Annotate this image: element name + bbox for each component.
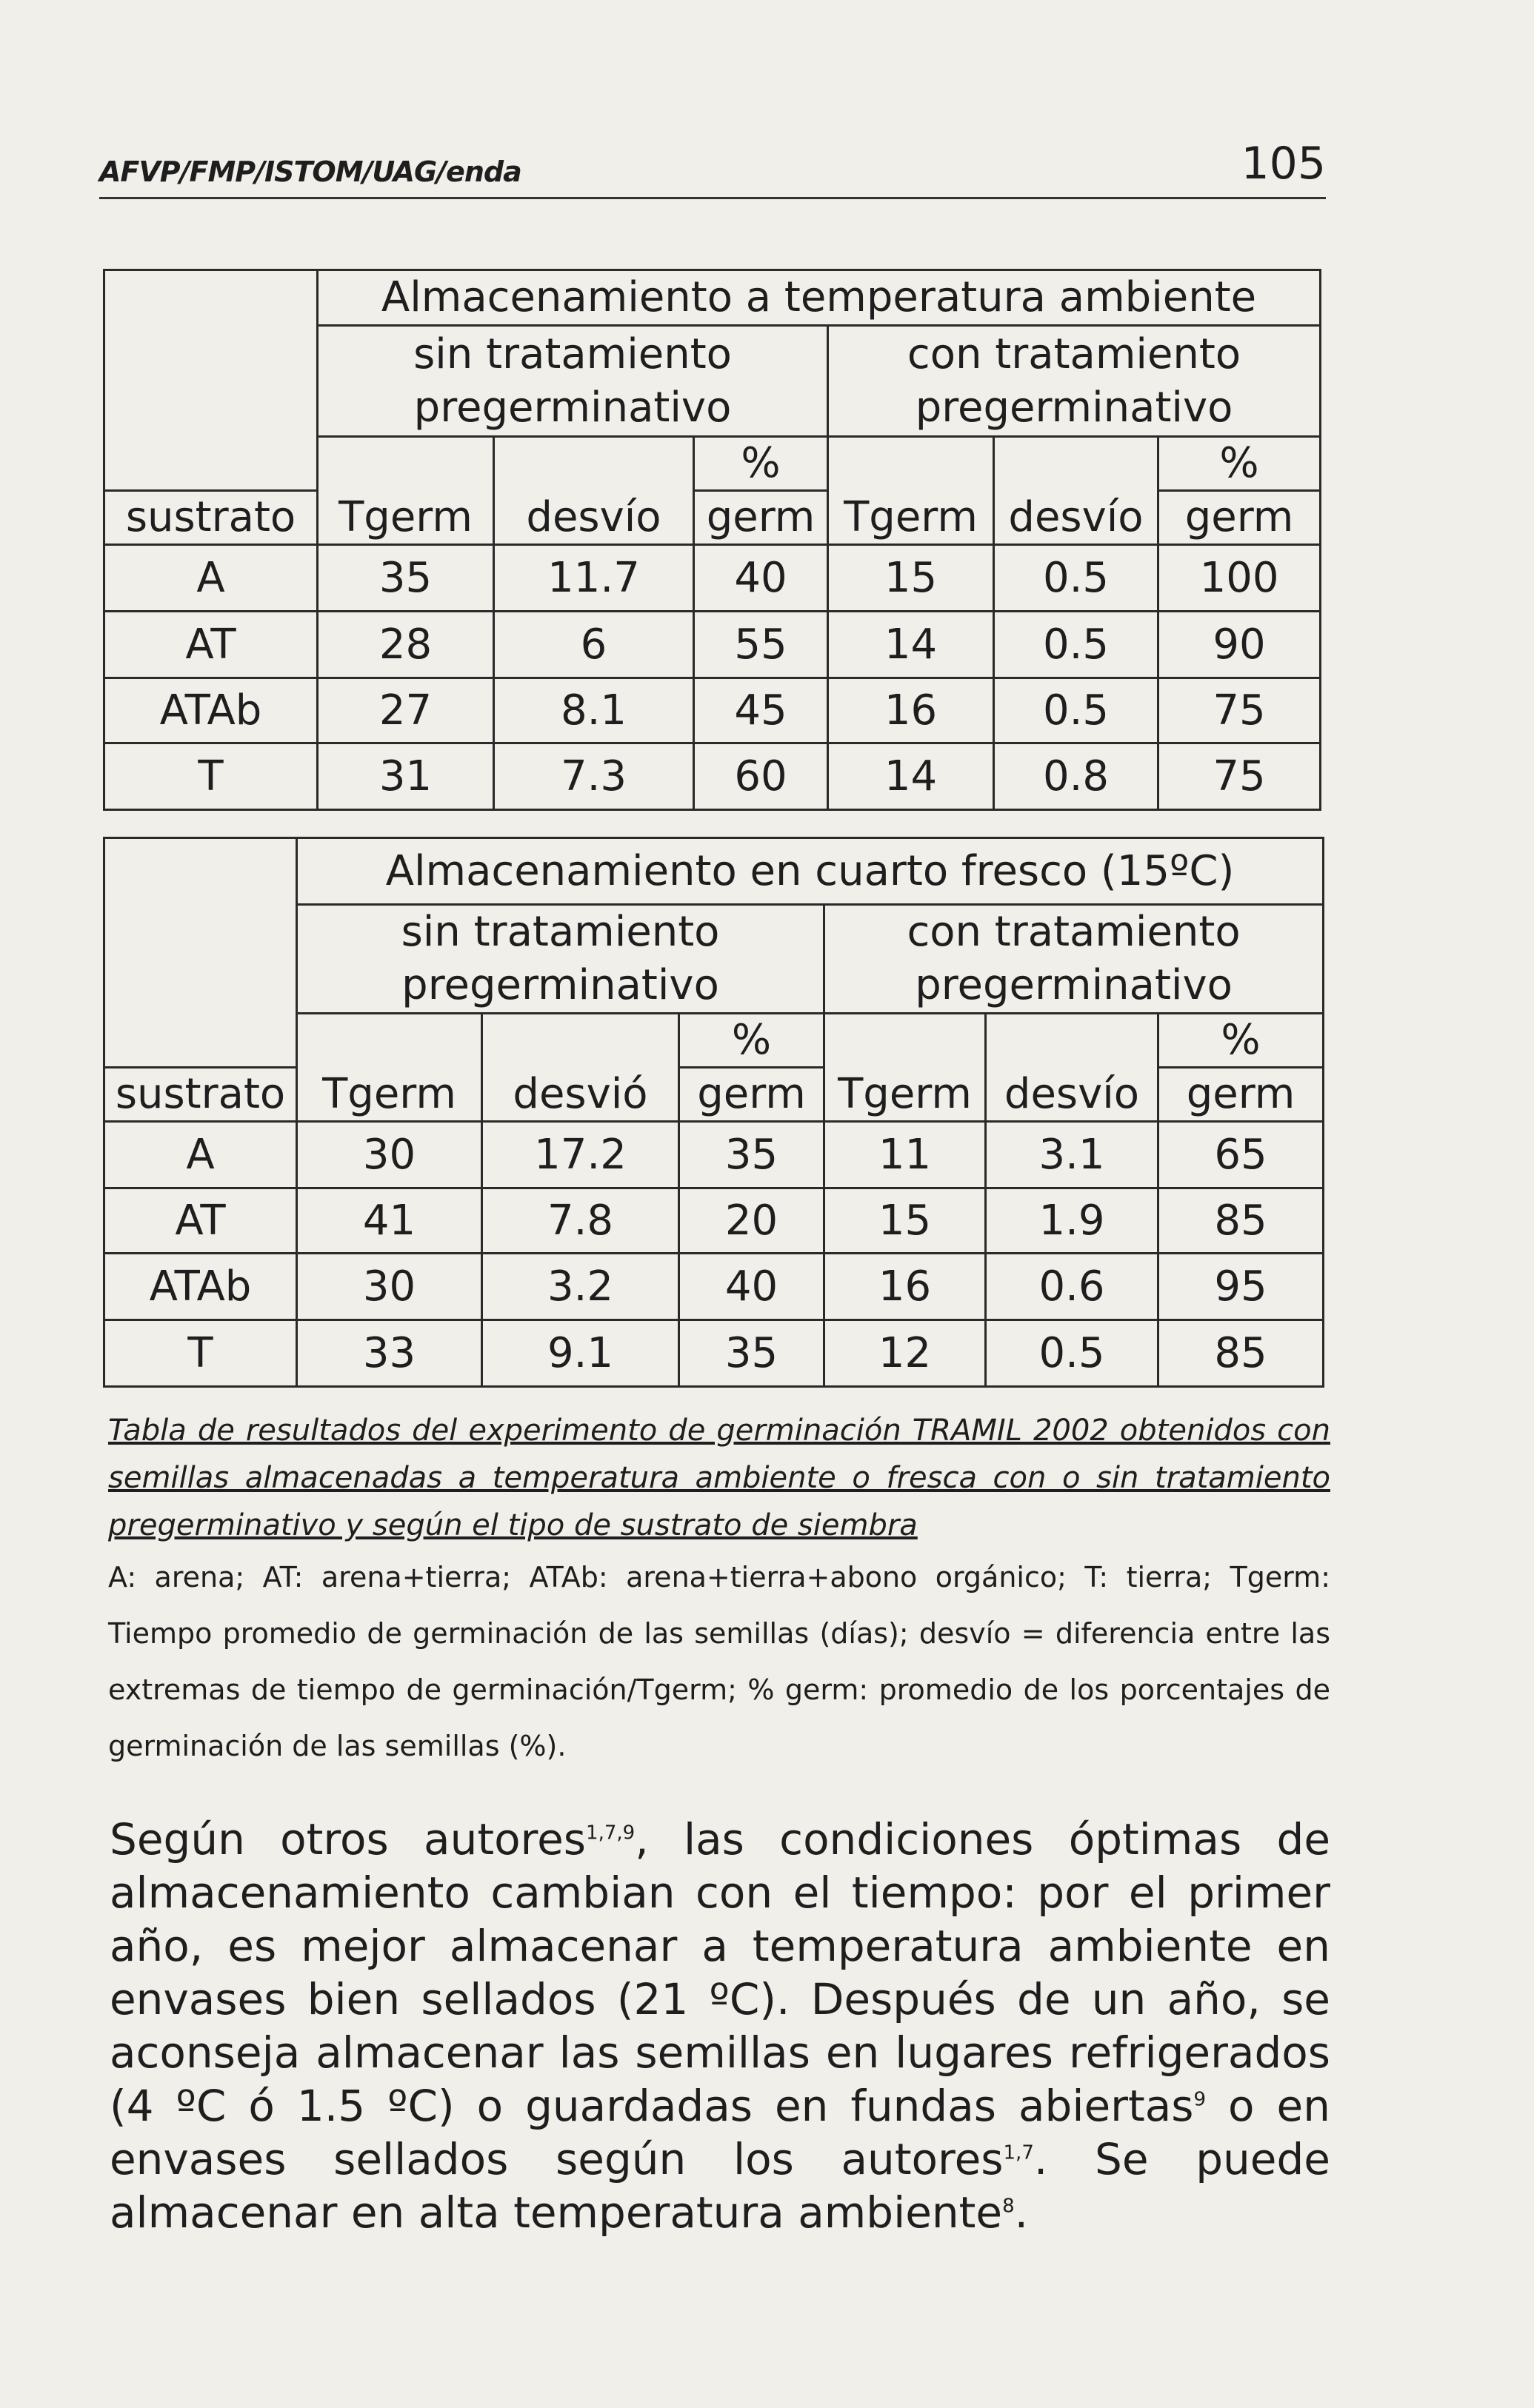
cell: 33 <box>297 1320 482 1387</box>
caption-legend: A: arena; AT: arena+tierra; ATAb: arena+tierra+abono orgánico; T: tierra; Tgerm: Tiempo promedio de germinación de las semillas (días); desvío = diferencia entre las extremas de tiempo de germinación/Tgerm; % germ: promedio de los porcentajes de germinación de las semillas (%). <box>108 1561 1330 1762</box>
cell: 8.1 <box>494 678 694 743</box>
table2-col-pct-a: % <box>679 1014 824 1068</box>
table1-group-without: sin tratamiento pregerminativo <box>318 326 828 437</box>
table2-title: Almacenamiento en cuarto fresco (15ºC) <box>297 838 1324 905</box>
cell: 45 <box>694 678 828 743</box>
citation-2: 9 <box>1193 2088 1207 2111</box>
cell: 3.1 <box>986 1122 1158 1188</box>
cell: 17.2 <box>482 1122 679 1188</box>
cell: 65 <box>1158 1122 1324 1188</box>
table2-col-tgerm-b: Tgerm <box>824 1014 986 1122</box>
cell: AT <box>104 1188 297 1254</box>
table-row <box>104 743 1321 810</box>
page-number: 105 <box>1241 138 1326 190</box>
cell: 35 <box>679 1320 824 1387</box>
cell: 15 <box>828 545 994 612</box>
citation-1: 1,7,9 <box>586 1822 636 1845</box>
table-row <box>104 545 1321 612</box>
table1-col-sustrato: sustrato <box>104 491 318 545</box>
table2-col-pct-b: % <box>1158 1014 1324 1068</box>
table2-corner <box>104 838 297 1068</box>
citation-4: 8 <box>1002 2195 1015 2218</box>
body-text-2: , las condiciones óptimas de almacenamiento cambian con el tiempo: por el primer año, es mejor almacenar a temperatura ambiente en envases bien sellados (21 ºC). Después de un año, se aconseja almacenar las semillas en lugares refrigerados (4 ºC ó 1.5 ºC) o guardadas en fundas abiertas <box>110 1814 1330 2131</box>
cell: 100 <box>1158 545 1321 612</box>
table1-col-desvio-a: desvío <box>494 437 694 545</box>
header-source: AFVP/FMP/ISTOM/UAG/enda <box>99 155 521 188</box>
cell: 75 <box>1158 678 1321 743</box>
table1-group-with: con tratamiento pregerminativo <box>828 326 1321 437</box>
caption-title: Tabla de resultados del experimento de germinación TRAMIL 2002 obtenidos con semillas almacenadas a temperatura ambiente o fresca con o sin tratamiento pregerminativo y según el tipo de sustrato de siembra <box>108 1414 1330 1542</box>
cell: 16 <box>828 678 994 743</box>
cell: 15 <box>824 1188 986 1254</box>
cell: 85 <box>1158 1188 1324 1254</box>
table-cold-storage <box>103 837 1324 1388</box>
body-text-4: . Se puede almacenar en alta temperatura ambiente <box>110 2134 1330 2238</box>
cell: AT <box>104 612 318 678</box>
table2-col-germ-b: germ <box>1158 1068 1324 1122</box>
table2-col-tgerm-a: Tgerm <box>297 1014 482 1122</box>
table1-col-desvio-b: desvío <box>994 437 1158 545</box>
table1-corner <box>104 270 318 491</box>
cell: 30 <box>297 1122 482 1188</box>
table2-col-desvio-a: desvió <box>482 1014 679 1122</box>
cell: 35 <box>679 1122 824 1188</box>
body-text-1: Según otros autores <box>110 1814 587 1864</box>
cell: 0.6 <box>986 1254 1158 1320</box>
table-row <box>104 612 1321 678</box>
cell: T <box>104 1320 297 1387</box>
body-paragraph <box>110 1813 1330 2239</box>
table-ambient-storage <box>103 269 1321 811</box>
cell: 75 <box>1158 743 1321 810</box>
cell: 3.2 <box>482 1254 679 1320</box>
cell: 7.3 <box>494 743 694 810</box>
table2-col-germ-a: germ <box>679 1068 824 1122</box>
table1-col-tgerm-a: Tgerm <box>318 437 494 545</box>
table1-col-pct-a: % <box>694 437 828 491</box>
table-row <box>104 1254 1324 1320</box>
cell: ATAb <box>104 678 318 743</box>
cell: 40 <box>694 545 828 612</box>
table2-group-without: sin tratamiento pregerminativo <box>297 905 824 1014</box>
cell: 41 <box>297 1188 482 1254</box>
table1-col-germ-a: germ <box>694 491 828 545</box>
cell: 30 <box>297 1254 482 1320</box>
table2-group-with: con tratamiento pregerminativo <box>824 905 1324 1014</box>
table1-col-germ-b: germ <box>1158 491 1321 545</box>
cell: 55 <box>694 612 828 678</box>
table-row <box>104 1122 1324 1188</box>
cell: 85 <box>1158 1320 1324 1387</box>
cell: 90 <box>1158 612 1321 678</box>
table-row <box>104 678 1321 743</box>
cell: 9.1 <box>482 1320 679 1387</box>
cell: 11 <box>824 1122 986 1188</box>
cell: 1.9 <box>986 1188 1158 1254</box>
cell: 27 <box>318 678 494 743</box>
table-row <box>104 1188 1324 1254</box>
table-caption <box>108 1407 1330 1774</box>
cell: 14 <box>828 612 994 678</box>
cell: 14 <box>828 743 994 810</box>
table1-title: Almacenamiento a temperatura ambiente <box>318 270 1321 326</box>
body-text-3: o en envases sellados según los autores <box>110 2081 1330 2184</box>
body-text-5: . <box>1014 2187 1029 2238</box>
page-header <box>99 138 1326 199</box>
cell: 20 <box>679 1188 824 1254</box>
cell: 12 <box>824 1320 986 1387</box>
cell: 28 <box>318 612 494 678</box>
cell: 31 <box>318 743 494 810</box>
cell: 0.8 <box>994 743 1158 810</box>
cell: A <box>104 545 318 612</box>
cell: 16 <box>824 1254 986 1320</box>
cell: T <box>104 743 318 810</box>
cell: 95 <box>1158 1254 1324 1320</box>
cell: 0.5 <box>994 545 1158 612</box>
cell: 11.7 <box>494 545 694 612</box>
cell: 7.8 <box>482 1188 679 1254</box>
cell: 0.5 <box>994 612 1158 678</box>
cell: 40 <box>679 1254 824 1320</box>
cell: 6 <box>494 612 694 678</box>
cell: 60 <box>694 743 828 810</box>
citation-3: 1,7 <box>1003 2141 1034 2164</box>
table1-col-tgerm-b: Tgerm <box>828 437 994 545</box>
table1-col-pct-b: % <box>1158 437 1321 491</box>
table-row <box>104 1320 1324 1387</box>
table2-col-desvio-b: desvío <box>986 1014 1158 1122</box>
cell: 35 <box>318 545 494 612</box>
cell: 0.5 <box>994 678 1158 743</box>
table2-col-sustrato: sustrato <box>104 1068 297 1122</box>
cell: A <box>104 1122 297 1188</box>
cell: 0.5 <box>986 1320 1158 1387</box>
cell: ATAb <box>104 1254 297 1320</box>
